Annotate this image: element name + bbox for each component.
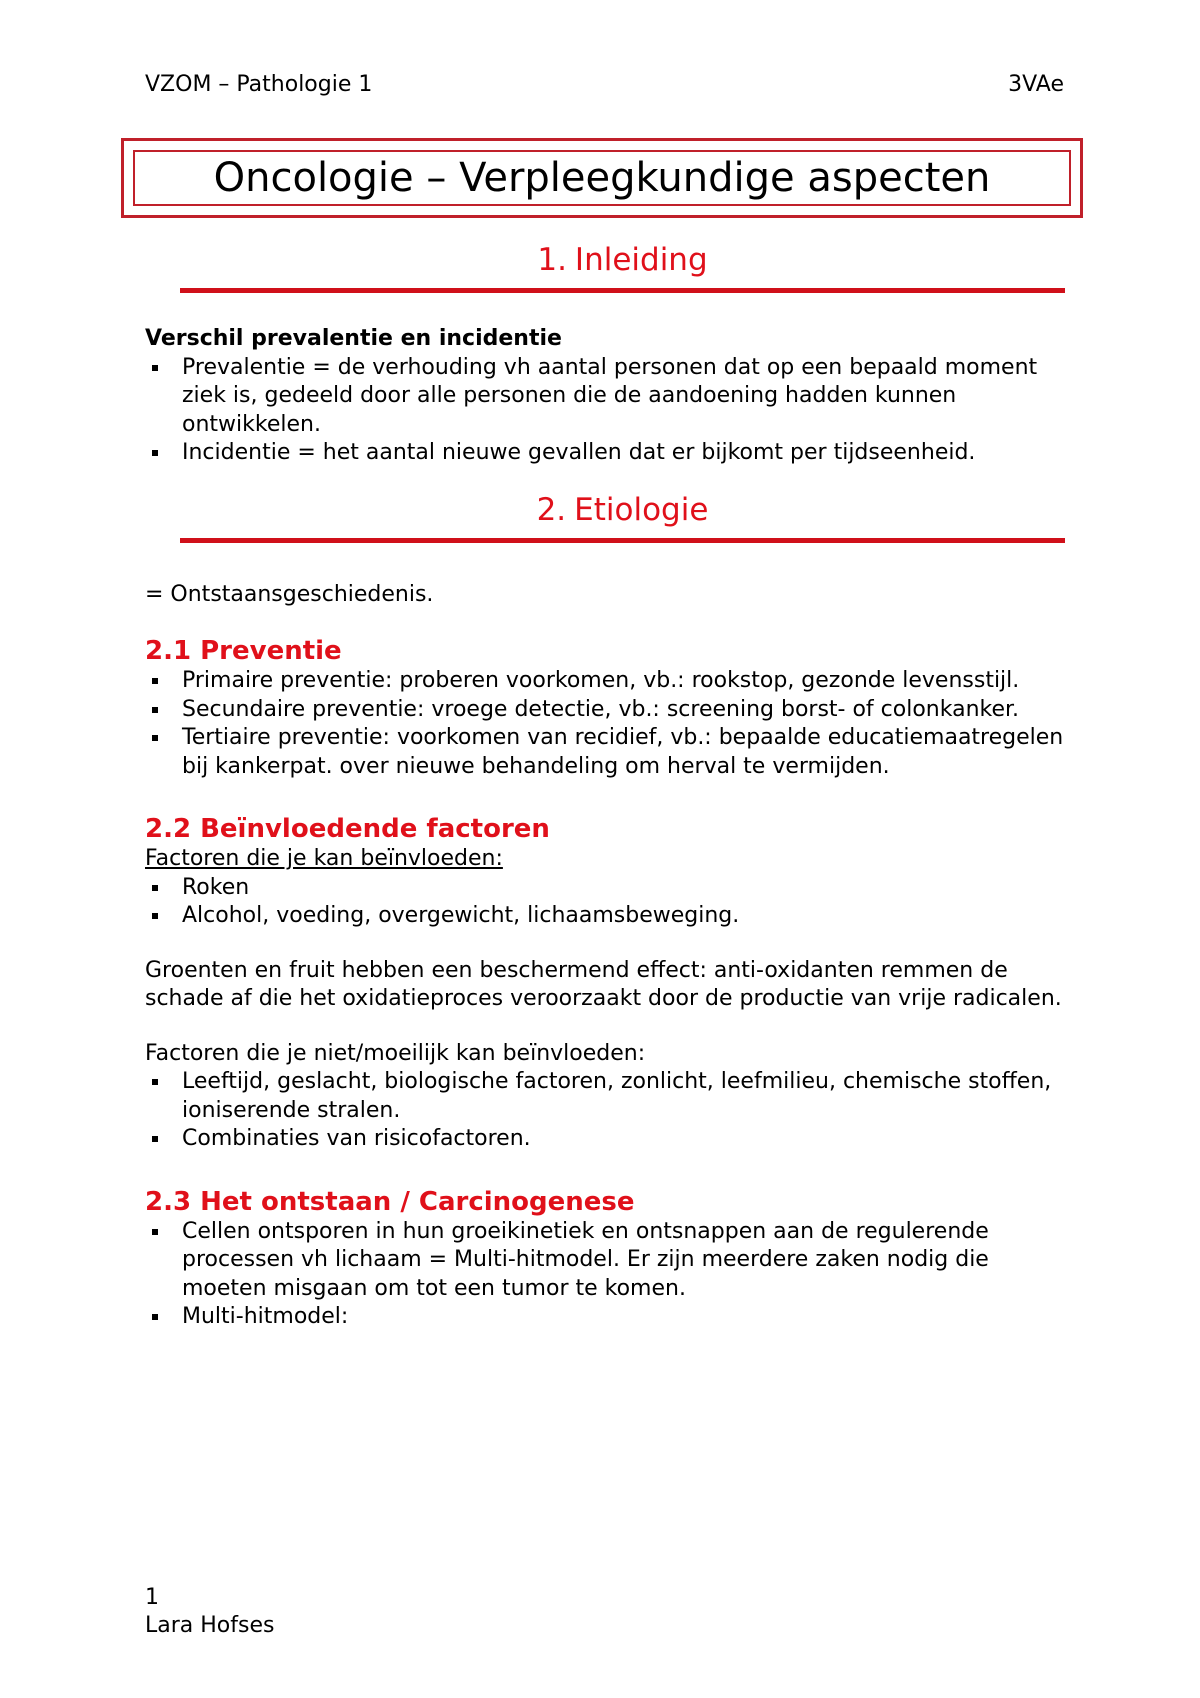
section-number: 2.: [536, 491, 567, 528]
subsection-heading-carcinogenese: 2.3 Het ontstaan / Carcinogenese: [145, 1186, 635, 1217]
list-item: Incidentie = het aantal nieuwe gevallen dat er bijkomt per tijdseenheid.: [145, 439, 1065, 468]
page-footer: [145, 1584, 274, 1640]
list-item: Roken: [145, 874, 1065, 903]
author-name: Lara Hofses: [145, 1613, 275, 1638]
paragraph-groenten-fruit: Groenten en fruit hebben een beschermend effect: anti-oxidanten remmen de schade af die het oxidatieproces veroorzaakt door de productie van vrije radicalen.: [145, 957, 1062, 1011]
list-item: Tertiaire preventie: voorkomen van recidief, vb.: bepaalde educatiemaatregelen bij kankerpat. over nieuwe behandeling om herval te vermijden.: [145, 724, 1065, 781]
document-body: [145, 240, 1065, 1332]
bullet-list: [145, 874, 1065, 931]
subsection-heading-factoren: 2.2 Beïnvloedende factoren: [145, 814, 550, 844]
header-course: VZOM – Pathologie 1: [145, 72, 373, 97]
definition-text: = Ontstaansgeschiedenis.: [145, 581, 434, 607]
title-inner-border: [133, 150, 1071, 206]
list-item: Cellen ontsporen in hun groeikinetiek en ontsnappen aan de regulerende processen vh lichaam = Multi-hitmodel. Er zijn meerdere zaken nodig die moeten misgaan om tot een tumor te komen.: [145, 1218, 1065, 1304]
title-box: [121, 138, 1083, 218]
page-number: 1: [145, 1585, 159, 1610]
list-item: Combinaties van risicofactoren.: [145, 1125, 1065, 1154]
bullet-list: [145, 354, 1065, 468]
section-number: 1.: [537, 242, 567, 278]
section-heading-inleiding: [180, 240, 1065, 293]
bullet-list: [145, 1068, 1065, 1154]
list-item: Leeftijd, geslacht, biologische factoren, zonlicht, leefmilieu, chemische stoffen, ioniserende stralen.: [145, 1068, 1065, 1125]
section-title: Inleiding: [574, 242, 708, 278]
label-beinvloedbaar: Factoren die je kan beïnvloeden:: [145, 846, 503, 871]
section-heading-etiologie: [180, 490, 1065, 543]
subheading-prevalentie: Verschil prevalentie en incidentie: [145, 326, 562, 351]
page-title: Oncologie – Verpleegkundige aspecten: [213, 155, 991, 201]
bullet-list: [145, 667, 1065, 781]
list-item: Alcohol, voeding, overgewicht, lichaamsbeweging.: [145, 902, 1065, 931]
section-title: Etiologie: [574, 491, 709, 528]
list-item: Primaire preventie: proberen voorkomen, vb.: rookstop, gezonde levensstijl.: [145, 667, 1065, 696]
bullet-list: [145, 1218, 1065, 1332]
list-item: Secundaire preventie: vroege detectie, vb.: screening borst- of colonkanker.: [145, 696, 1065, 725]
subsection-heading-preventie: 2.1 Preventie: [145, 636, 342, 666]
list-item: Prevalentie = de verhouding vh aantal personen dat op een bepaald moment ziek is, gedeeld door alle personen die de aandoening hadden kunnen ontwikkelen.: [145, 354, 1065, 440]
list-item: Multi-hitmodel:: [145, 1303, 1065, 1332]
header-class: 3VAe: [1008, 72, 1064, 97]
label-niet-beinvloedbaar: Factoren die je niet/moeilijk kan beïnvloeden:: [145, 1040, 646, 1066]
